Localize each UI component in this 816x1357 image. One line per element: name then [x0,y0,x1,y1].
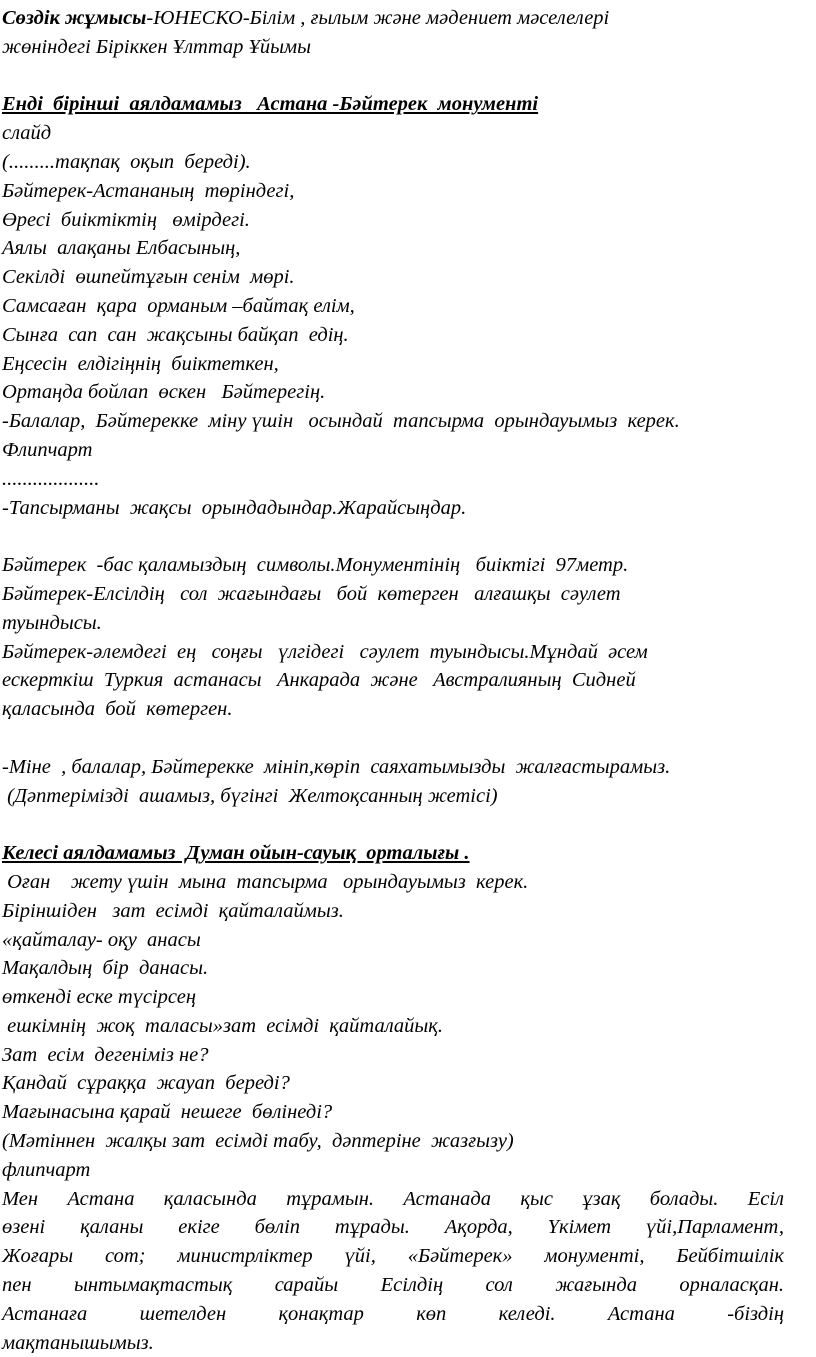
text-line: Зат есім дегеніміз не? [2,1043,209,1066]
blank-line [2,724,816,753]
text-line: Біріншіден зат есімді қайталаймыз. [2,899,344,922]
text-line: Секілді өшпейтұғын сенім мөрі. [2,266,295,289]
text-line: (Дәптерімізді ашамыз, бүгінгі Желтоқсанның жетісі) [2,784,498,807]
term-definition: -ЮНЕСКО-Білім , ғылым және мәдениет мәселелері [146,7,610,29]
text-line: слайд [2,122,52,145]
text-line: Сынға сап сан жақсыны байқап едің. [2,323,349,346]
text-line: өзені қаланы екіге бөліп тұрады. Ақорда, Үкімет үйі,Парламент, [2,1216,784,1239]
text-line: Қандай сұраққа жауап береді? [2,1072,290,1095]
text-line: ................... [2,467,100,490]
text-line: Астанаға шетелден қонақтар көп келеді. Астана -біздің [2,1302,784,1325]
text-line: -Міне , балалар, Бәйтерекке мініп,көріп саяхатымызды жалғастырамыз. [2,755,671,778]
text-line: Мен Астана қаласында тұрамын. Астанада қыс ұзақ болады. Есіл [2,1187,784,1210]
text-line: флипчарт [2,1158,91,1181]
section-heading: Енді бірінші аялдамамыз Астана -Бәйтерек монументі [2,93,539,116]
text-line: мақтанышымыз. [2,1331,154,1354]
text-line: туындысы. [2,611,102,634]
text-line: ешкімнің жоқ таласы»зат есімді қайталайық. [2,1014,443,1037]
bold-term: Сөздік жұмысы [2,7,147,29]
text-line: Аялы алақаны Елбасының, [2,237,241,260]
text-line: -Балалар, Бәйтерекке міну үшін осындай тапсырма орындауымыз керек. [2,410,680,433]
text-line: пен ынтымақтастық сарайы Есілдің сол жағында орналасқан. [2,1274,784,1297]
text-line: Бәйтерек-Астананың төріндегі, [2,179,295,202]
text-line: жөніндегі Біріккен Ұлттар Ұйымы [2,35,312,58]
text-line [2,4,816,33]
text-line: (Мәтіннен жалқы зат есімді табу, дәптеріне жазғызу) [2,1130,514,1153]
text-line: Жоғары сот; министрліктер үйі, «Бәйтерек» монументі, Бейбітшілік [2,1245,784,1268]
text-line: қаласында бой көтерген. [2,698,233,721]
text-line: өткенді еске түсірсең [2,986,197,1009]
section-heading: Келесі аялдамамыз Думан ойын-сауық орталығы . [2,842,470,865]
text-line: Еңсесін елдігіңнің биіктеткен, [2,352,279,375]
blank-line [2,522,816,551]
text-line: ескерткіш Туркия астанасы Анкарада және Австралияның Сидней [2,669,636,692]
text-line: Бәйтерек-Елсілдің сол жағындағы бой көтерген алғашқы сәулет [2,582,621,605]
text-line: -Тапсырманы жақсы орындадындар.Жарайсыңдар. [2,496,467,519]
text-line: Бәйтерек-әлемдегі ең соңғы үлгідегі сәулет туындысы.Мұндай әсем [2,640,648,663]
text-line: Самсаған қара орманым –байтақ елім, [2,294,355,317]
text-line: «қайталау- оқу анасы [2,928,201,951]
text-line: Мағынасына қарай нешеге бөлінеді? [2,1101,333,1124]
text-line: Флипчарт [2,438,93,461]
text-line: Ортаңда бойлап өскен Бәйтерегің. [2,381,326,404]
text-line: Өресі биіктіктің өмірдегі. [2,208,250,231]
text-line: Оған жету үшін мына тапсырма орындауымыз керек. [2,870,529,893]
text-line: (.........тақпақ оқып береді). [2,150,251,173]
text-line: Бәйтерек -бас қаламыздың символы.Монументінің биіктігі 97метр. [2,554,629,577]
blank-line [2,62,816,91]
text-line: Мақалдың бір данасы. [2,957,209,980]
blank-line [2,810,816,839]
